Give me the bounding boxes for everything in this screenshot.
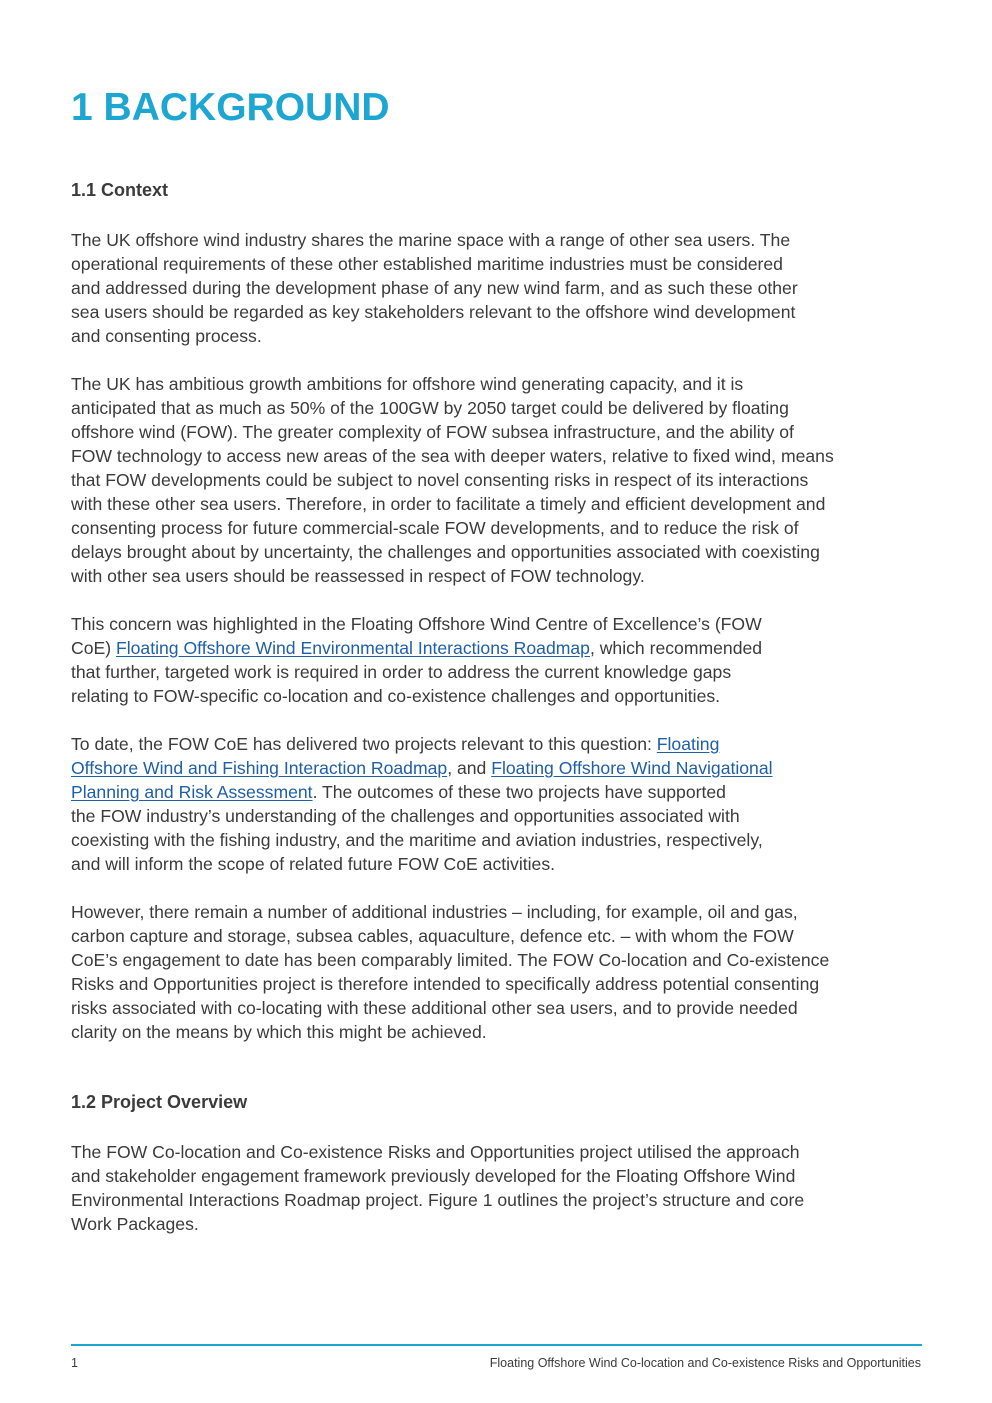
text-line: and addressed during the development phase of any new wind farm, and as such these other bbox=[71, 278, 798, 298]
link-navigational-planning[interactable]: Planning and Risk Assessment bbox=[71, 782, 313, 802]
text-line: Risks and Opportunities project is therefore intended to specifically address potential consenting bbox=[71, 974, 820, 994]
text-line: The UK offshore wind industry shares the marine space with a range of other sea users. The bbox=[71, 230, 791, 250]
text-line: and will inform the scope of related future FOW CoE activities. bbox=[71, 854, 556, 874]
subsection-heading-project-overview: 1.2 Project Overview bbox=[71, 1092, 248, 1112]
text-segment: CoE) bbox=[71, 638, 116, 658]
paragraph-context-3 bbox=[71, 612, 921, 708]
text-line: risks associated with co-locating with these additional other sea users, and to provide needed bbox=[71, 998, 798, 1018]
text-line: This concern was highlighted in the Floating Offshore Wind Centre of Excellence’s (FOW bbox=[71, 614, 762, 634]
text-line: The FOW Co-location and Co-existence Risks and Opportunities project utilised the approach bbox=[71, 1142, 800, 1162]
text-line bbox=[71, 636, 921, 660]
text-line: operational requirements of these other established maritime industries must be considered bbox=[71, 254, 783, 274]
paragraph-context-5 bbox=[71, 900, 921, 1044]
paragraph-project-overview bbox=[71, 1140, 921, 1236]
section-title: BACKGROUND bbox=[103, 86, 390, 129]
footer-document-title: Floating Offshore Wind Co-location and Co-existence Risks and Opportunities bbox=[489, 1356, 921, 1370]
text-segment: To date, the FOW CoE has delivered two projects relevant to this question: bbox=[71, 734, 657, 754]
paragraph-context-2 bbox=[71, 372, 921, 588]
text-line: sea users should be regarded as key stakeholders relevant to the offshore wind development bbox=[71, 302, 796, 322]
text-line: relating to FOW-specific co-location and co-existence challenges and opportunities. bbox=[71, 686, 721, 706]
text-line: offshore wind (FOW). The greater complexity of FOW subsea infrastructure, and the ability of bbox=[71, 422, 794, 442]
text-line: However, there remain a number of additional industries – including, for example, oil and gas, bbox=[71, 902, 798, 922]
paragraph-context-4 bbox=[71, 732, 921, 876]
text-line: FOW technology to access new areas of the sea with deeper waters, relative to fixed wind, means bbox=[71, 446, 834, 466]
section-number: 1 bbox=[71, 86, 93, 129]
paragraph-context-1 bbox=[71, 228, 921, 348]
text-line bbox=[71, 780, 921, 804]
text-line: with other sea users should be reassessed in respect of FOW technology. bbox=[71, 566, 645, 586]
text-line: anticipated that as much as 50% of the 100GW by 2050 target could be delivered by floating bbox=[71, 398, 789, 418]
link-fishing-interaction-roadmap[interactable]: Floating bbox=[656, 734, 720, 754]
text-line: consenting process for future commercial-scale FOW developments, and to reduce the risk of bbox=[71, 518, 799, 538]
text-line: that FOW developments could be subject to novel consenting risks in respect of its interactions bbox=[71, 470, 809, 490]
link-fishing-interaction-roadmap[interactable]: Offshore Wind and Fishing Interaction Roadmap bbox=[71, 758, 448, 778]
footer-page-number: 1 bbox=[71, 1356, 78, 1370]
link-environmental-interactions-roadmap[interactable]: Floating Offshore Wind Environmental Interactions Roadmap bbox=[115, 638, 590, 658]
text-line: Work Packages. bbox=[71, 1214, 199, 1234]
text-line: The UK has ambitious growth ambitions for offshore wind generating capacity, and it is bbox=[71, 374, 744, 394]
text-line: and stakeholder engagement framework previously developed for the Floating Offshore Wind bbox=[71, 1166, 796, 1186]
text-line bbox=[71, 732, 921, 756]
text-line: the FOW industry’s understanding of the challenges and opportunities associated with bbox=[71, 806, 740, 826]
text-line: Environmental Interactions Roadmap project. Figure 1 outlines the project’s structure and core bbox=[71, 1190, 805, 1210]
text-line: and consenting process. bbox=[71, 326, 262, 346]
text-line bbox=[71, 756, 921, 780]
link-navigational-planning[interactable]: Floating Offshore Wind Navigational bbox=[491, 758, 773, 778]
text-line: clarity on the means by which this might be achieved. bbox=[71, 1022, 487, 1042]
text-line: with these other sea users. Therefore, in order to facilitate a timely and efficient development and bbox=[71, 494, 826, 514]
text-line: CoE’s engagement to date has been comparably limited. The FOW Co-location and Co-existence bbox=[71, 950, 830, 970]
text-line: coexisting with the fishing industry, and the maritime and aviation industries, respectively, bbox=[71, 830, 763, 850]
text-line: that further, targeted work is required in order to address the current knowledge gaps bbox=[71, 662, 732, 682]
page-title bbox=[71, 86, 390, 130]
footer-divider bbox=[71, 1344, 922, 1346]
text-line: carbon capture and storage, subsea cables, aquaculture, defence etc. – with whom the FOW bbox=[71, 926, 794, 946]
text-segment: . The outcomes of these two projects have supported bbox=[312, 782, 726, 802]
text-line: delays brought about by uncertainty, the challenges and opportunities associated with coexisting bbox=[71, 542, 820, 562]
text-segment: , and bbox=[447, 758, 492, 778]
text-segment: , which recommended bbox=[589, 638, 763, 658]
subsection-heading-context: 1.1 Context bbox=[71, 180, 169, 200]
